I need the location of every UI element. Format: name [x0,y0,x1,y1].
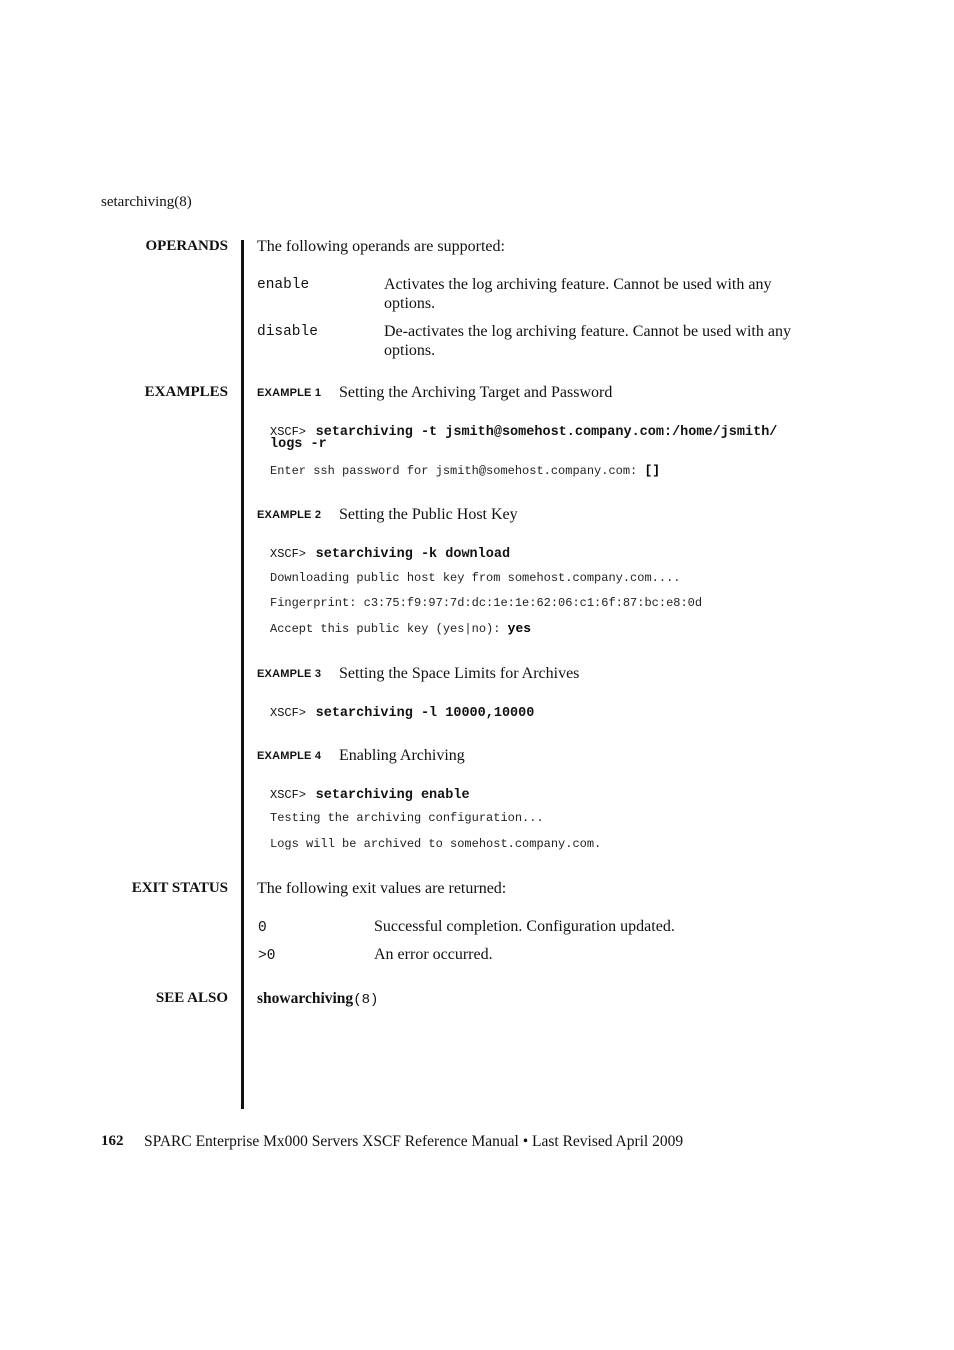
output-text: Enter ssh password for jsmith@somehost.company.com: [270,464,638,478]
example-label: EXAMPLE 2 [257,509,322,521]
operands-intro: The following operands are supported: [257,238,505,255]
prompt: XSCF> [270,788,307,802]
operand-desc-line: options. [384,295,436,312]
operands-heading: OPERANDS [145,238,228,254]
command: setarchiving -l 10000,10000 [315,706,535,721]
command: setarchiving enable [315,788,470,803]
examples-heading: EXAMPLES [144,384,228,400]
operand-desc [384,322,844,360]
code-output-line [270,463,660,478]
example-title: Enabling Archiving [339,747,465,764]
running-header: setarchiving(8) [101,194,192,210]
example-title: Setting the Space Limits for Archives [339,665,580,682]
reference-name: showarchiving [257,990,354,1007]
operand-desc-line: options. [384,342,436,359]
code-command-line [270,703,534,721]
operand-name: disable [257,324,318,340]
exit-desc: Successful completion. Configuration updated. [374,918,675,935]
reference-section: (8) [353,992,379,1008]
example-label: EXAMPLE 4 [257,750,322,762]
exit-status-intro: The following exit values are returned: [257,880,507,897]
command: setarchiving -k download [315,547,511,562]
code-output-line: Logs will be archived to somehost.company.com. [270,837,602,851]
footer-title: SPARC Enterprise Mx000 Servers XSCF Reference Manual • Last Revised April 2009 [144,1133,684,1150]
command-continuation: logs -r [270,437,327,452]
example-label: EXAMPLE 3 [257,668,322,680]
exit-desc: An error occurred. [374,946,493,963]
see-also-heading: SEE ALSO [155,990,228,1006]
user-input: [] [644,463,661,478]
exit-code: >0 [258,948,276,964]
exit-code: 0 [258,920,267,936]
prompt: XSCF> [270,425,307,439]
example-title: Setting the Archiving Target and Password [339,384,613,401]
code-command-line [270,422,777,440]
code-output-line [270,621,531,636]
code-output-line: Downloading public host key from somehost.company.com.... [270,571,681,585]
section-rule [241,240,244,1109]
operand-desc [384,275,844,313]
code-output-line: Testing the archiving configuration... [270,811,544,825]
prompt: XSCF> [270,547,307,561]
code-output-line: Fingerprint: c3:75:f9:97:7d:dc:1e:1e:62:06:c1:6f:87:bc:e8:0d [270,596,703,610]
code-command-line [270,785,470,803]
operand-name: enable [257,277,310,293]
example-label: EXAMPLE 1 [257,387,322,399]
operand-desc-line: De-activates the log archiving feature. Cannot be used with any [384,323,791,340]
operand-desc-line: Activates the log archiving feature. Cannot be used with any [384,276,772,293]
command: setarchiving -t jsmith@somehost.company.com:/home/jsmith/ [315,425,778,440]
see-also-reference[interactable] [257,990,378,1008]
user-input: yes [507,621,532,636]
code-command-line [270,544,510,562]
output-text: Accept this public key (yes|no): [270,622,501,636]
example-title: Setting the Public Host Key [339,506,518,523]
exit-status-heading: EXIT STATUS [131,880,228,896]
prompt: XSCF> [270,706,307,720]
page-number: 162 [101,1133,124,1149]
